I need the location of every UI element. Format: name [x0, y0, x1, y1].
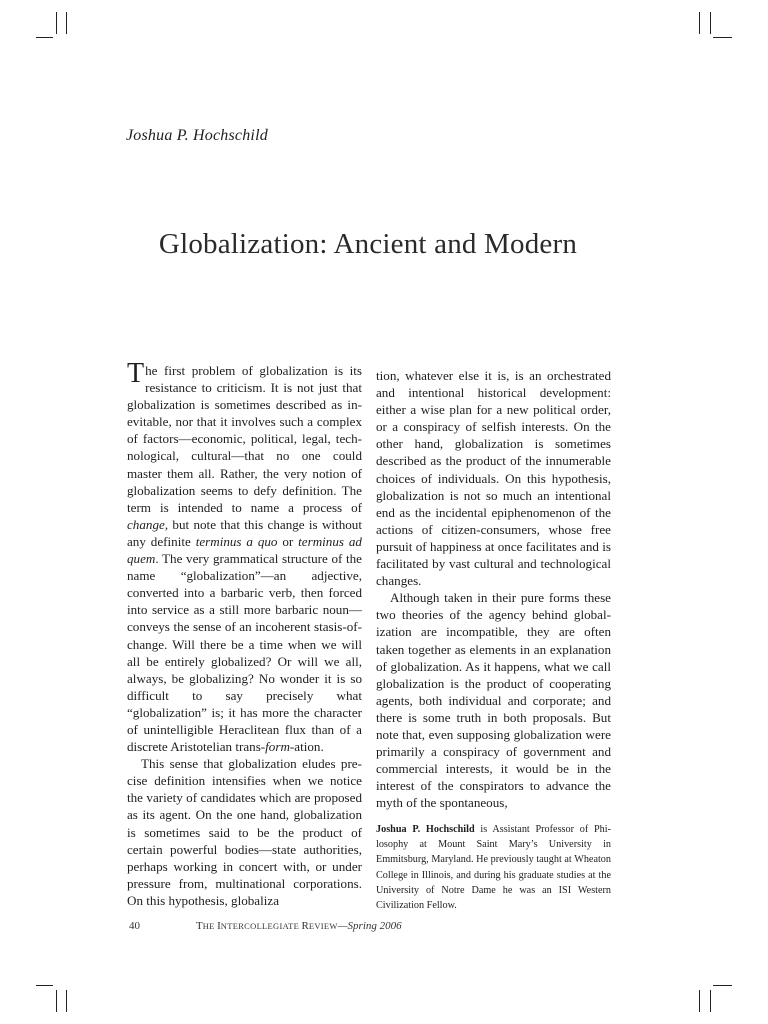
- drop-cap: T: [127, 358, 145, 389]
- author-bio: [376, 822, 611, 913]
- journal-footer: THE INTERCOLLEGIATE REVIEW—Spring 2006: [196, 920, 402, 932]
- author-name: Joshua P. Hochschild: [126, 127, 268, 144]
- paragraph-1: The first problem of globalization is its resistance to criticism. It is not just that globalization is sometimes described as inevitable, nor that it involves such a complex of factors—economic, political, legal, technological, cultural—that no one could master them all. Rather, the very notion of globalization seems to defy definition. The term is intended to name a process of change, but note that this change is without any definite terminus a quo or terminus ad quem. The very grammatical structure of the name “globalization”—an adjective, converted into a barbaric verb, then forced into service as a still more barbaric noun—conveys the sense of an incoherent stasis-of-change. Will there be a time when we will all be entirely globalized? Or will we all, always, be globalizing? No wonder it is so difficult to say precisely what “globalization” is; it has more the character of unintelligible Heraclitean flux than of a discrete Aristotelian trans-form-ation.: [127, 358, 362, 755]
- paragraph-3: Although taken in their pure forms these two theories of the agency behind globalization are incompatible, they are often taken together as elements in an explanation of globalization. As it happens, what we call globalization is the product of cooperating agents, both individual and corporate; and there is some truth in both proposals. But note that, even supposing globalization were primarily a conspiracy of government and commercial interests, it would be in the interest of the conspirators to advance the myth of the spontaneous,: [376, 590, 611, 811]
- bio-name: Joshua P. Hochschild: [376, 824, 475, 835]
- issue-date: —Spring 2006: [337, 920, 402, 932]
- bio-text: is Assistant Professor of Philosophy at Mount Saint Mary’s University in Emmitsburg, Maryland. He previously taught at Wheaton College in Illinois, and during his graduate studies at the University of Notre Dame he was an ISI Western Civilization Fellow.: [376, 824, 611, 912]
- paragraph-2: This sense that globalization eludes precise definition intensifies when we notice the variety of candidates which are proposed as its agent. On the one hand, globalization is sometimes said to be the product of certain powerful bodies—state authorities, perhaps working in concert with, or under pressure from, multinational corporations. On this hypothesis, globaliza: [127, 756, 362, 908]
- paragraph-2-continued: tion, whatever else it is, is an orchestrated and intentional historical development: either a wise plan for a new political order, or a conspiracy of selfish interests. On the other hand, globalization is sometimes described as the product of the innumerable choices of individuals. On this hypothesis, globalization is not so much an intentional end as the incidental epiphenomenon of the actions of citizen-consumers, whose free pursuit of happiness at once facilitates and is facilitated by vast cultural and technological changes.: [376, 368, 611, 589]
- body-column-right: [376, 367, 611, 811]
- article-title: Globalization: Ancient and Modern: [158, 228, 578, 260]
- body-column-left: [127, 358, 362, 909]
- page-number: 40: [129, 920, 140, 932]
